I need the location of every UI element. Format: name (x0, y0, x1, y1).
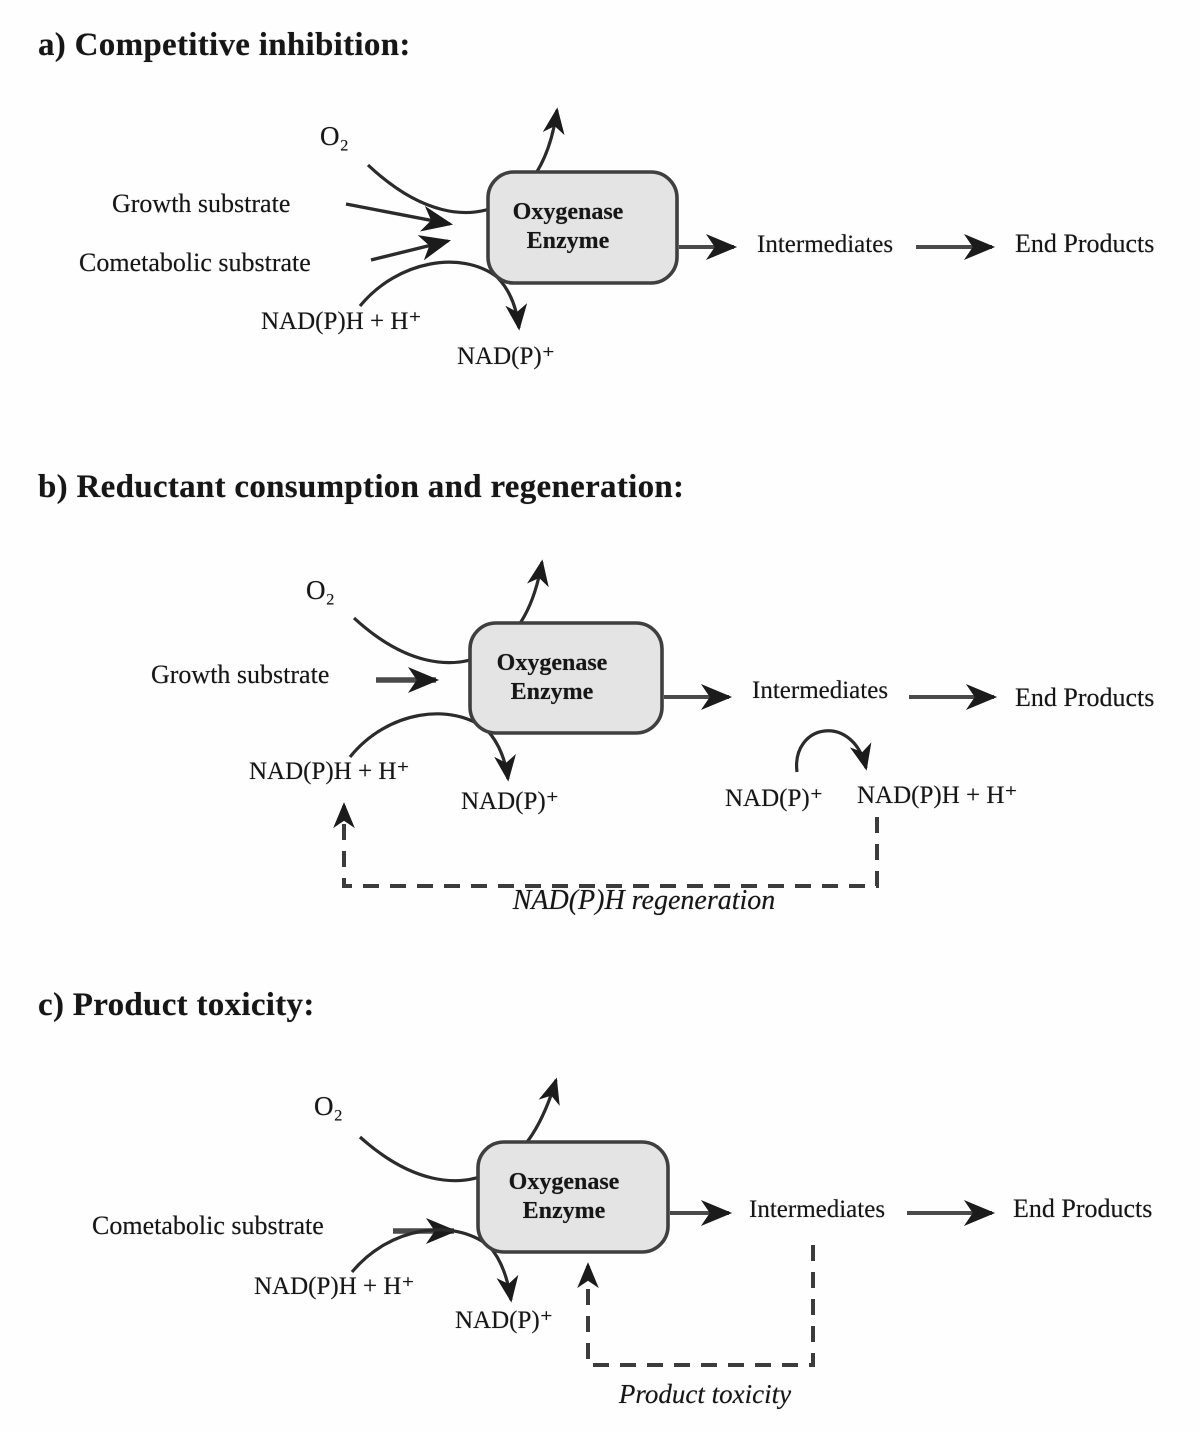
end-products-label-b: End Products (1015, 683, 1155, 712)
nadp-regen-label-b: NAD(P)⁺ (725, 785, 823, 812)
growth-substrate-label-a: Growth substrate (112, 189, 291, 218)
nadp-out-label-b: NAD(P)⁺ (461, 788, 559, 815)
growth-substrate-label-b: Growth substrate (151, 660, 330, 689)
enzyme-label-b: Oxygenase Enzyme (496, 650, 608, 706)
end-products-label-c: End Products (1013, 1194, 1153, 1223)
product-toxicity-dashed-arrow-c (588, 1245, 813, 1365)
cometabolic-substrate-label-c: Cometabolic substrate (92, 1211, 324, 1240)
o2-label-a: O₂ (320, 121, 349, 151)
nadph-regen-label-b: NAD(P)H + H⁺ (857, 782, 1018, 809)
nadph-label-a: NAD(P)H + H⁺ (261, 308, 422, 335)
cometabolic-substrate-label-a: Cometabolic substrate (79, 248, 311, 277)
panel-a-title: a) Competitive inhibition: (38, 27, 411, 63)
product-toxicity-caption: Product toxicity (618, 1379, 792, 1409)
nadph-in-label-c: NAD(P)H + H⁺ (254, 1273, 415, 1300)
nadph-regeneration-dashed-arrow-b (344, 806, 877, 886)
nadph-regeneration-caption: NAD(P)H regeneration (512, 885, 776, 916)
end-products-label-a: End Products (1015, 229, 1155, 258)
enzyme-label-a: Oxygenase Enzyme (512, 199, 624, 255)
nadp-to-nadph-arc-b (797, 731, 866, 772)
panel-b-title: b) Reductant consumption and regeneration: (38, 469, 685, 505)
panel-c-title: c) Product toxicity: (38, 987, 315, 1023)
panel-b-graphics (344, 562, 994, 886)
o2-label-b: O₂ (306, 575, 335, 605)
intermediates-label-c: Intermediates (749, 1196, 886, 1223)
cometabolic-substrate-arrow-a (371, 241, 448, 260)
intermediates-label-b: Intermediates (752, 677, 889, 704)
panel-c-graphics (352, 1080, 992, 1365)
enzyme-label-c: Oxygenase Enzyme (508, 1169, 620, 1225)
o2-label-c: O₂ (314, 1091, 343, 1121)
intermediates-label-a: Intermediates (757, 231, 894, 258)
nadph-in-label-b: NAD(P)H + H⁺ (249, 758, 410, 785)
panel-a-graphics (346, 110, 992, 328)
nadp-out-label-c: NAD(P)⁺ (455, 1307, 553, 1334)
nadp-label-a: NAD(P)⁺ (457, 343, 555, 370)
